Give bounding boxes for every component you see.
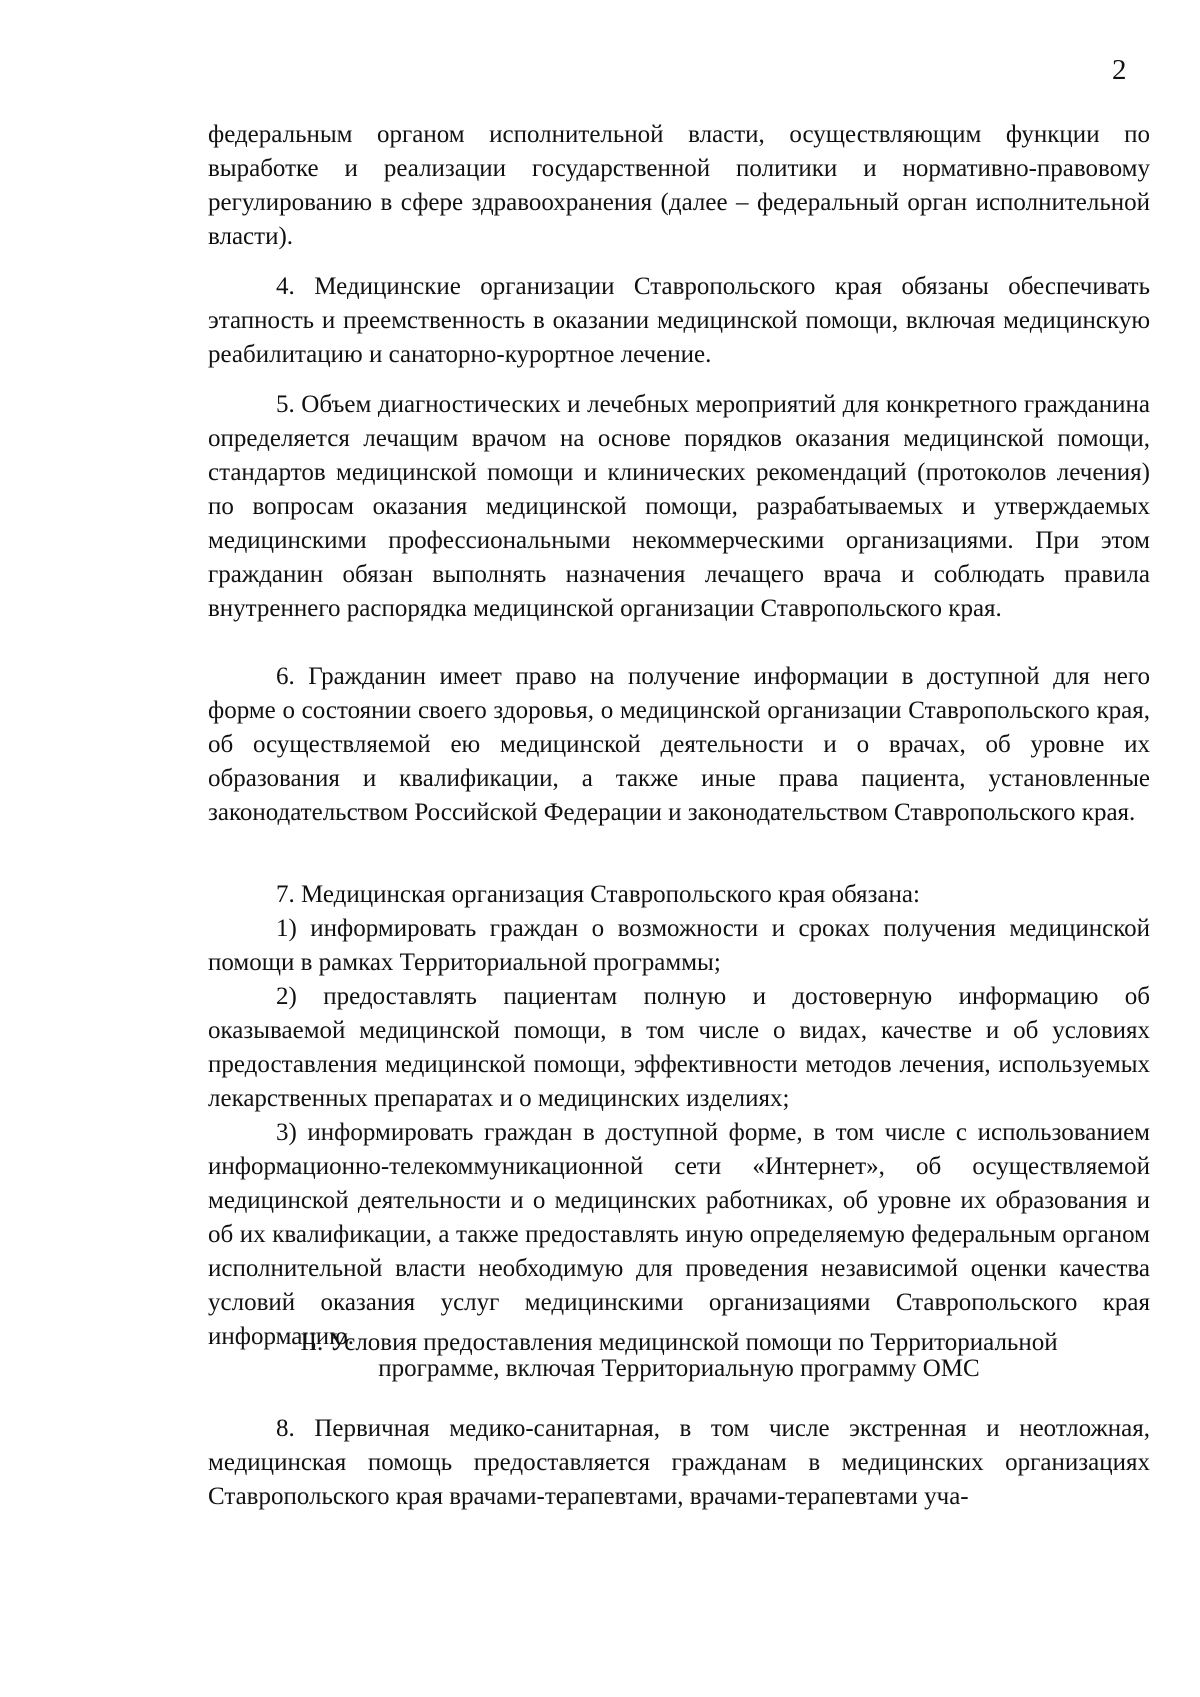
item-6-paragraph xyxy=(208,660,1150,830)
intro-text: федеральным органом исполнительной власти, осуществляющим функции по выработке и реализации государственной политики и нормативно-правовому регулированию в сфере здравоохранения (далее – федеральный орган исполнительной власти). xyxy=(208,121,1150,250)
section-heading-line-1: II. Условия предоставления медицинской помощи по Территориальной xyxy=(300,1329,1058,1356)
item-7-sub-1: 1) информировать граждан о возможности и сроках получения медицинской помощи в рамках Территориальной программы; xyxy=(208,915,1150,976)
item-7-block xyxy=(208,878,1150,1354)
item-7-intro: 7. Медицинская организация Ставропольского края обязана: xyxy=(276,881,920,908)
item-5-text: 5. Объем диагностических и лечебных мероприятий для конкретного гражданина определяется лечащим врачом на основе порядков оказания медицинской помощи, стандартов медицинской помощи и клинических рекомендаций (протоколов лечения) по вопросам оказания медицинской помощи, разрабатываемых и утверждаемых медицинскими профессиональными некоммерческими организациями. При этом гражданин обязан выполнять назначения лечащего врача и соблюдать правила внутреннего распорядка медицинской организации Ставропольского края. xyxy=(208,391,1150,622)
item-8-text: 8. Первичная медико-санитарная, в том числе экстренная и неотложная, медицинская помощь предоставляется гражданам в медицинских организациях Ставропольского края врачами-терапевтами, врачами-терапевтами уча- xyxy=(208,1415,1150,1510)
item-4-paragraph xyxy=(208,270,1150,372)
section-heading xyxy=(208,1330,1150,1382)
item-6-text: 6. Гражданин имеет право на получение информации в доступной для него форме о состоянии своего здоровья, о медицинской организации Ставропольского края, об осуществляемой ею медицинской деятельности и о врачах, об уровне их образования и квалификации, а также иные права пациента, установленные законодательством Российской Федерации и законодательством Ставропольского края. xyxy=(208,663,1150,826)
intro-paragraph xyxy=(208,118,1150,254)
item-7-sub-2: 2) предоставлять пациентам полную и достоверную информацию об оказываемой медицинской помощи, в том числе о видах, качестве и об условиях предоставления медицинской помощи, эффективности методов лечения, используемых лекарственных препаратах и о медицинских изделиях; xyxy=(208,983,1150,1112)
section-heading-line-2: программе, включая Территориальную программу ОМС xyxy=(378,1355,980,1382)
item-8-paragraph xyxy=(208,1412,1150,1514)
item-5-paragraph xyxy=(208,388,1150,626)
page-number: 2 xyxy=(1112,54,1127,86)
item-7-sub-3: 3) информировать граждан в доступной форме, в том числе с использованием информационно-телекоммуникационной сети «Интернет», об осуществляемой медицинской деятельности и о медицинских работниках, об уровне их образования и об их квалификации, а также предоставлять иную определяемую федеральным органом исполнительной власти необходимую для проведения независимой оценки качества условий оказания услуг медицинскими организациями Ставропольского края информацию. xyxy=(208,1119,1150,1350)
item-4-text: 4. Медицинские организации Ставропольского края обязаны обеспечивать этапность и преемственность в оказании медицинской помощи, включая медицинскую реабилитацию и санаторно-курортное лечение. xyxy=(208,273,1150,368)
